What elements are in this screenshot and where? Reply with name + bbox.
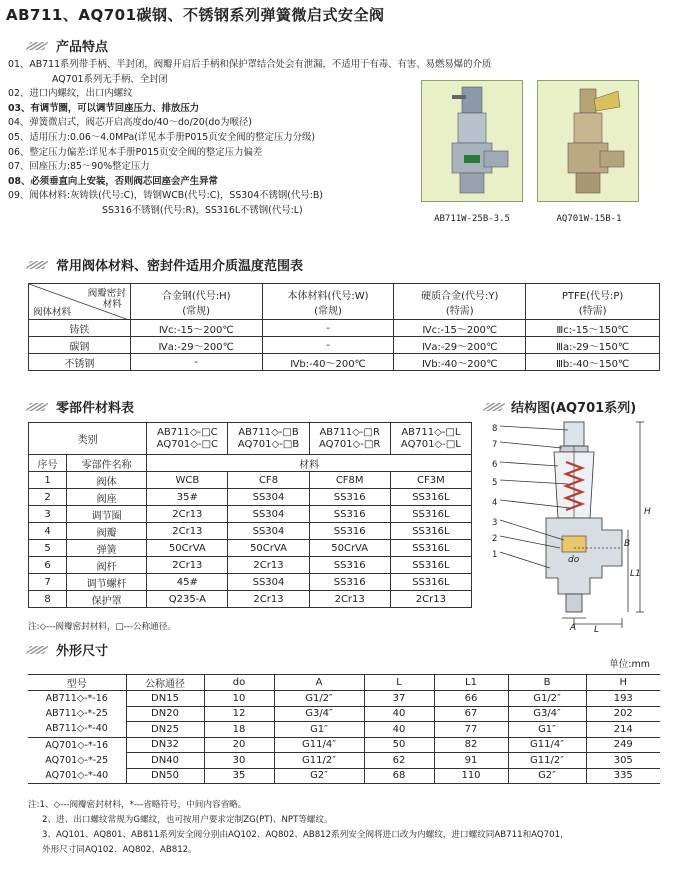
table-cell: CF3M — [390, 472, 471, 489]
feature-number: 04、 — [8, 117, 30, 129]
column-header: H — [586, 675, 660, 691]
page-title: AB711、AQ701碳钢、不锈钢系列弹簧微启式安全阀 — [6, 6, 385, 24]
note-line: 3、AQ101、AQ801、AB811系列安全阀分别由AQ102、AQ802、AB812系列安全阀将进口改为内螺纹，进口螺纹同AB711和AQ701， — [42, 830, 569, 840]
row-header: 碳钢 — [29, 337, 131, 354]
column-header: 合金钢(代号:H) (常规) — [130, 284, 262, 320]
table-row — [29, 320, 660, 337]
table-cell: - — [130, 354, 262, 371]
table-cell: 调节圈 — [67, 506, 147, 523]
column-header: A — [274, 675, 364, 691]
table-cell: 保护罩 — [67, 591, 147, 608]
table-row — [29, 472, 472, 489]
corner-label: 材料 — [102, 299, 122, 310]
table-cell: G11/2″ — [508, 753, 586, 769]
part-number-label: 3 — [492, 518, 498, 528]
table-cell: 阀瓣 — [67, 523, 147, 540]
table-cell: 3 — [29, 506, 67, 523]
table-cell: Ⅳb:-40～200℃ — [262, 354, 394, 371]
table-cell: G11/2″ — [274, 753, 364, 769]
section-title: 常用阀体材料、密封件适用介质温度范围表 — [56, 259, 304, 274]
table-cell: SS316 — [309, 523, 390, 540]
row-header: 铸铁 — [29, 320, 131, 337]
table-cell: SS316L — [390, 574, 471, 591]
column-header: 零部件名称 — [67, 455, 147, 472]
feature-number: 08、 — [8, 175, 31, 187]
dim-label-do: do — [568, 555, 580, 565]
dim-label-b: B — [624, 539, 631, 549]
table-cell: 66 — [434, 691, 508, 707]
notes — [28, 798, 668, 858]
dimensions-table — [28, 674, 660, 784]
table-cell: 阀杆 — [67, 557, 147, 574]
section-marker-icon — [483, 403, 506, 411]
table-cell: SS316L — [390, 557, 471, 574]
table-row — [29, 574, 472, 591]
table-cell: 20 — [204, 737, 274, 753]
dim-label-l1: L1 — [630, 569, 641, 579]
table-cell: - — [262, 320, 394, 337]
table-cell: 阀体 — [67, 472, 147, 489]
table-row — [29, 557, 472, 574]
feature-number: 06、 — [8, 146, 30, 158]
model-group-cell — [28, 691, 126, 738]
feature-text: AQ701系列无手柄、全封闭 — [52, 73, 168, 85]
section-title: 零部件材料表 — [56, 401, 135, 416]
section-title: 外形尺寸 — [56, 644, 109, 659]
table-cell: CF8M — [309, 472, 390, 489]
table-cell: 调节螺杆 — [67, 574, 147, 591]
table-cell: 62 — [364, 753, 434, 769]
section-marker-icon — [26, 403, 49, 411]
table-cell: 305 — [586, 753, 660, 769]
column-header: 序号 — [29, 455, 67, 472]
table-cell: 2Cr13 — [309, 591, 390, 608]
column-header: do — [204, 675, 274, 691]
part-number-label: 6 — [492, 460, 498, 470]
table-row — [28, 691, 660, 707]
row-header: 不锈钢 — [29, 354, 131, 371]
table-cell: SS304 — [228, 506, 309, 523]
table-cell: 50CrVA — [147, 540, 228, 557]
table-cell: SS316 — [309, 574, 390, 591]
table-cell: DN20 — [126, 706, 204, 722]
temp-range-table — [28, 283, 660, 371]
table-row — [29, 354, 660, 371]
model-name: AQ701◇-*-40 — [45, 769, 109, 781]
table-cell: 110 — [434, 768, 508, 784]
table-corner-cell — [29, 284, 131, 320]
table-cell: 50CrVA — [309, 540, 390, 557]
table-cell: 阀座 — [67, 489, 147, 506]
table-cell: Ⅳa:-29～200℃ — [394, 337, 526, 354]
section-marker-icon — [26, 261, 49, 269]
table-cell: SS316L — [390, 523, 471, 540]
model-header: AB711◇-□R AQ701◇-□R — [309, 423, 390, 455]
table-cell: 50 — [364, 737, 434, 753]
table-cell: 50CrVA — [228, 540, 309, 557]
table-cell: Ⅲc:-15～150℃ — [526, 320, 660, 337]
model-name: AB711◇-*-40 — [45, 723, 108, 735]
valve-photo-icon — [422, 81, 522, 201]
table-cell: 193 — [586, 691, 660, 707]
model-group-cell — [28, 737, 126, 784]
table-cell: 30 — [204, 753, 274, 769]
table-cell: 2Cr13 — [147, 523, 228, 540]
table-cell: G2″ — [508, 768, 586, 784]
table-cell: 2Cr13 — [147, 557, 228, 574]
product-photo-ab711 — [421, 80, 523, 202]
table-cell: 335 — [586, 768, 660, 784]
corner-label: 阀瓣密封 — [87, 288, 126, 299]
column-header: 材料 — [147, 455, 472, 472]
table-cell: 40 — [364, 722, 434, 738]
dim-label-l: L — [594, 625, 600, 632]
table-row — [29, 489, 472, 506]
feature-number: 01、 — [8, 59, 30, 70]
table-cell: 2Cr13 — [228, 591, 309, 608]
feature-text: 有调节圈，可以调节回座压力、排放压力 — [30, 102, 200, 114]
table-cell: CF8 — [228, 472, 309, 489]
photo-caption: AQ701W-15B-1 — [556, 214, 622, 224]
table-cell: 2Cr13 — [147, 506, 228, 523]
feature-text: 必须垂直向上安装，否则阀芯回座会产生异常 — [30, 175, 218, 187]
table-cell: SS304 — [228, 574, 309, 591]
table-cell: G11/4″ — [274, 737, 364, 753]
part-number-label: 4 — [492, 498, 498, 508]
table-cell: 2Cr13 — [228, 557, 309, 574]
table-row — [28, 737, 660, 753]
parts-material-table — [28, 422, 472, 608]
dim-label-h: H — [644, 507, 651, 517]
table-cell: Ⅳc:-15～200℃ — [130, 320, 262, 337]
column-header: PTFE(代号:P) (特需) — [526, 284, 660, 320]
table-cell: DN32 — [126, 737, 204, 753]
feature-item — [8, 58, 638, 73]
table-cell: Ⅳa:-29～200℃ — [130, 337, 262, 354]
valve-photo-icon — [538, 81, 638, 201]
table-cell: 77 — [434, 722, 508, 738]
column-header: L — [364, 675, 434, 691]
table-cell: 弹簧 — [67, 540, 147, 557]
section-parts — [22, 397, 134, 416]
part-number-label: 8 — [492, 424, 498, 434]
table-row — [29, 506, 472, 523]
table-cell: 37 — [364, 691, 434, 707]
column-header: 公称通径 — [126, 675, 204, 691]
note-line: 外形尺寸同AQ102、AQ802、AB812。 — [42, 845, 197, 855]
feature-number: 07、 — [8, 161, 30, 173]
section-structure — [485, 397, 636, 416]
model-header: AB711◇-□B AQ701◇-□B — [228, 423, 309, 455]
table-cell: SS316 — [309, 506, 390, 523]
table-cell: DN15 — [126, 691, 204, 707]
table-cell: SS316L — [390, 489, 471, 506]
section-features — [22, 36, 108, 55]
feature-text: 阀体材料:灰铸铁(代号:C)，铸钢WCB(代号:C)，SS304不锈钢(代号:B) — [29, 190, 323, 202]
table-cell: 40 — [364, 706, 434, 722]
table-cell: 5 — [29, 540, 67, 557]
table-cell: G1″ — [508, 722, 586, 738]
table-cell: - — [262, 337, 394, 354]
table-cell: 67 — [434, 706, 508, 722]
part-number-label: 7 — [492, 440, 498, 450]
note-line: 2、进、出口螺纹常规为G螺纹，也可按用户要求定制ZG(PT)、NPT等螺纹。 — [42, 815, 333, 825]
feature-text: AB711系列带手柄、半封闭，阀瓣开启后手柄和保护罩结合处会有泄漏，不适用于有毒、有害、易燃易爆的介质 — [29, 59, 492, 70]
table-cell: Ⅲb:-40～150℃ — [526, 354, 660, 371]
section-dimensions — [22, 640, 108, 659]
structure-diagram — [490, 418, 660, 632]
table-cell: 249 — [586, 737, 660, 753]
table-cell: 4 — [29, 523, 67, 540]
feature-number: 09、 — [8, 190, 30, 202]
section-marker-icon — [26, 42, 49, 50]
section-title: 结构图(AQ701系列) — [511, 401, 637, 416]
table-row — [29, 591, 472, 608]
table-cell: 12 — [204, 706, 274, 722]
table-cell: Ⅳc:-15～200℃ — [394, 320, 526, 337]
note-line: 注:1、◇---阀瓣密封材料，*---省略符号，中间内容省略。 — [28, 800, 247, 810]
table-cell: 202 — [586, 706, 660, 722]
model-name: AB711◇-*-25 — [45, 708, 108, 720]
table-cell: WCB — [147, 472, 228, 489]
feature-text: 整定压力偏差:详见本手册P015页安全阀的整定压力偏差 — [29, 146, 263, 158]
table-cell: SS316 — [309, 557, 390, 574]
table-cell: SS316L — [390, 506, 471, 523]
table-cell: G1/2″ — [508, 691, 586, 707]
column-header: 硬质合金(代号:Y) (特需) — [394, 284, 526, 320]
table-cell: G2″ — [274, 768, 364, 784]
product-photo-aq701 — [537, 80, 639, 202]
category-header: 类别 — [29, 423, 147, 455]
feature-number: 02、 — [8, 88, 30, 100]
table-cell: DN25 — [126, 722, 204, 738]
table-row — [29, 337, 660, 354]
photo-caption: AB711W-25B-3.5 — [434, 214, 510, 224]
corner-label: 阀体材料 — [33, 307, 72, 318]
column-header: 本体材料(代号:W) (常规) — [262, 284, 394, 320]
table-cell: 214 — [586, 722, 660, 738]
part-number-label: 5 — [492, 478, 498, 488]
part-number-label: 2 — [492, 534, 498, 544]
table-cell: 45# — [147, 574, 228, 591]
column-header: L1 — [434, 675, 508, 691]
table-cell: G11/4″ — [508, 737, 586, 753]
table-row — [29, 540, 472, 557]
dim-label-a: A — [570, 623, 577, 632]
feature-number: 05、 — [8, 131, 30, 143]
table-cell: G1/2″ — [274, 691, 364, 707]
table-cell: 82 — [434, 737, 508, 753]
column-header: 型号 — [28, 675, 126, 691]
table-cell: 7 — [29, 574, 67, 591]
table-cell: 35 — [204, 768, 274, 784]
table-cell: 2Cr13 — [390, 591, 471, 608]
feature-number: 03、 — [8, 102, 31, 114]
table-cell: Ⅳb:-40～200℃ — [394, 354, 526, 371]
column-header: B — [508, 675, 586, 691]
section-title: 产品特点 — [56, 40, 109, 55]
table-cell: G3/4″ — [274, 706, 364, 722]
feature-text: 进口内螺纹，出口内螺纹 — [29, 88, 133, 100]
table-cell: 8 — [29, 591, 67, 608]
table-cell: SS316L — [390, 540, 471, 557]
table-cell: DN40 — [126, 753, 204, 769]
table-cell: Q235-A — [147, 591, 228, 608]
table-cell: 18 — [204, 722, 274, 738]
table-cell: Ⅲa:-29～150℃ — [526, 337, 660, 354]
table-cell: SS316 — [309, 489, 390, 506]
model-name: AQ701◇-*-25 — [45, 754, 109, 766]
feature-text: 弹簧微启式，阀芯开启高度do/40～do/20(do为喉径) — [29, 117, 252, 129]
table-cell: SS304 — [228, 489, 309, 506]
model-name: AQ701◇-*-16 — [45, 739, 109, 751]
model-header: AB711◇-□C AQ701◇-□C — [147, 423, 228, 455]
unit-label: 单位:mm — [609, 659, 650, 670]
table-cell: G3/4″ — [508, 706, 586, 722]
table-cell: 35# — [147, 489, 228, 506]
model-header: AB711◇-□L AQ701◇-□L — [390, 423, 471, 455]
model-name: AB711◇-*-16 — [45, 693, 108, 705]
table-cell: DN50 — [126, 768, 204, 784]
table-cell: SS304 — [228, 523, 309, 540]
feature-text: SS316不锈钢(代号:R)，SS316L不锈钢(代号:L) — [102, 204, 303, 216]
table-cell: 1 — [29, 472, 67, 489]
parts-note: 注:◇---阀瓣密封材料，□---公称通径。 — [28, 622, 176, 632]
table-cell: 10 — [204, 691, 274, 707]
table-cell: 6 — [29, 557, 67, 574]
table-cell: 68 — [364, 768, 434, 784]
section-material-temp — [22, 255, 303, 274]
feature-text: 回座压力:85～90%整定压力 — [29, 161, 150, 173]
table-cell: 2 — [29, 489, 67, 506]
section-marker-icon — [26, 646, 49, 654]
feature-text: 适用压力:0.06～4.0MPa(详见本手册P015页安全阀的整定压力分级) — [29, 131, 316, 143]
table-row — [29, 523, 472, 540]
table-cell: 91 — [434, 753, 508, 769]
part-number-label: 1 — [492, 550, 498, 560]
table-cell: G1″ — [274, 722, 364, 738]
